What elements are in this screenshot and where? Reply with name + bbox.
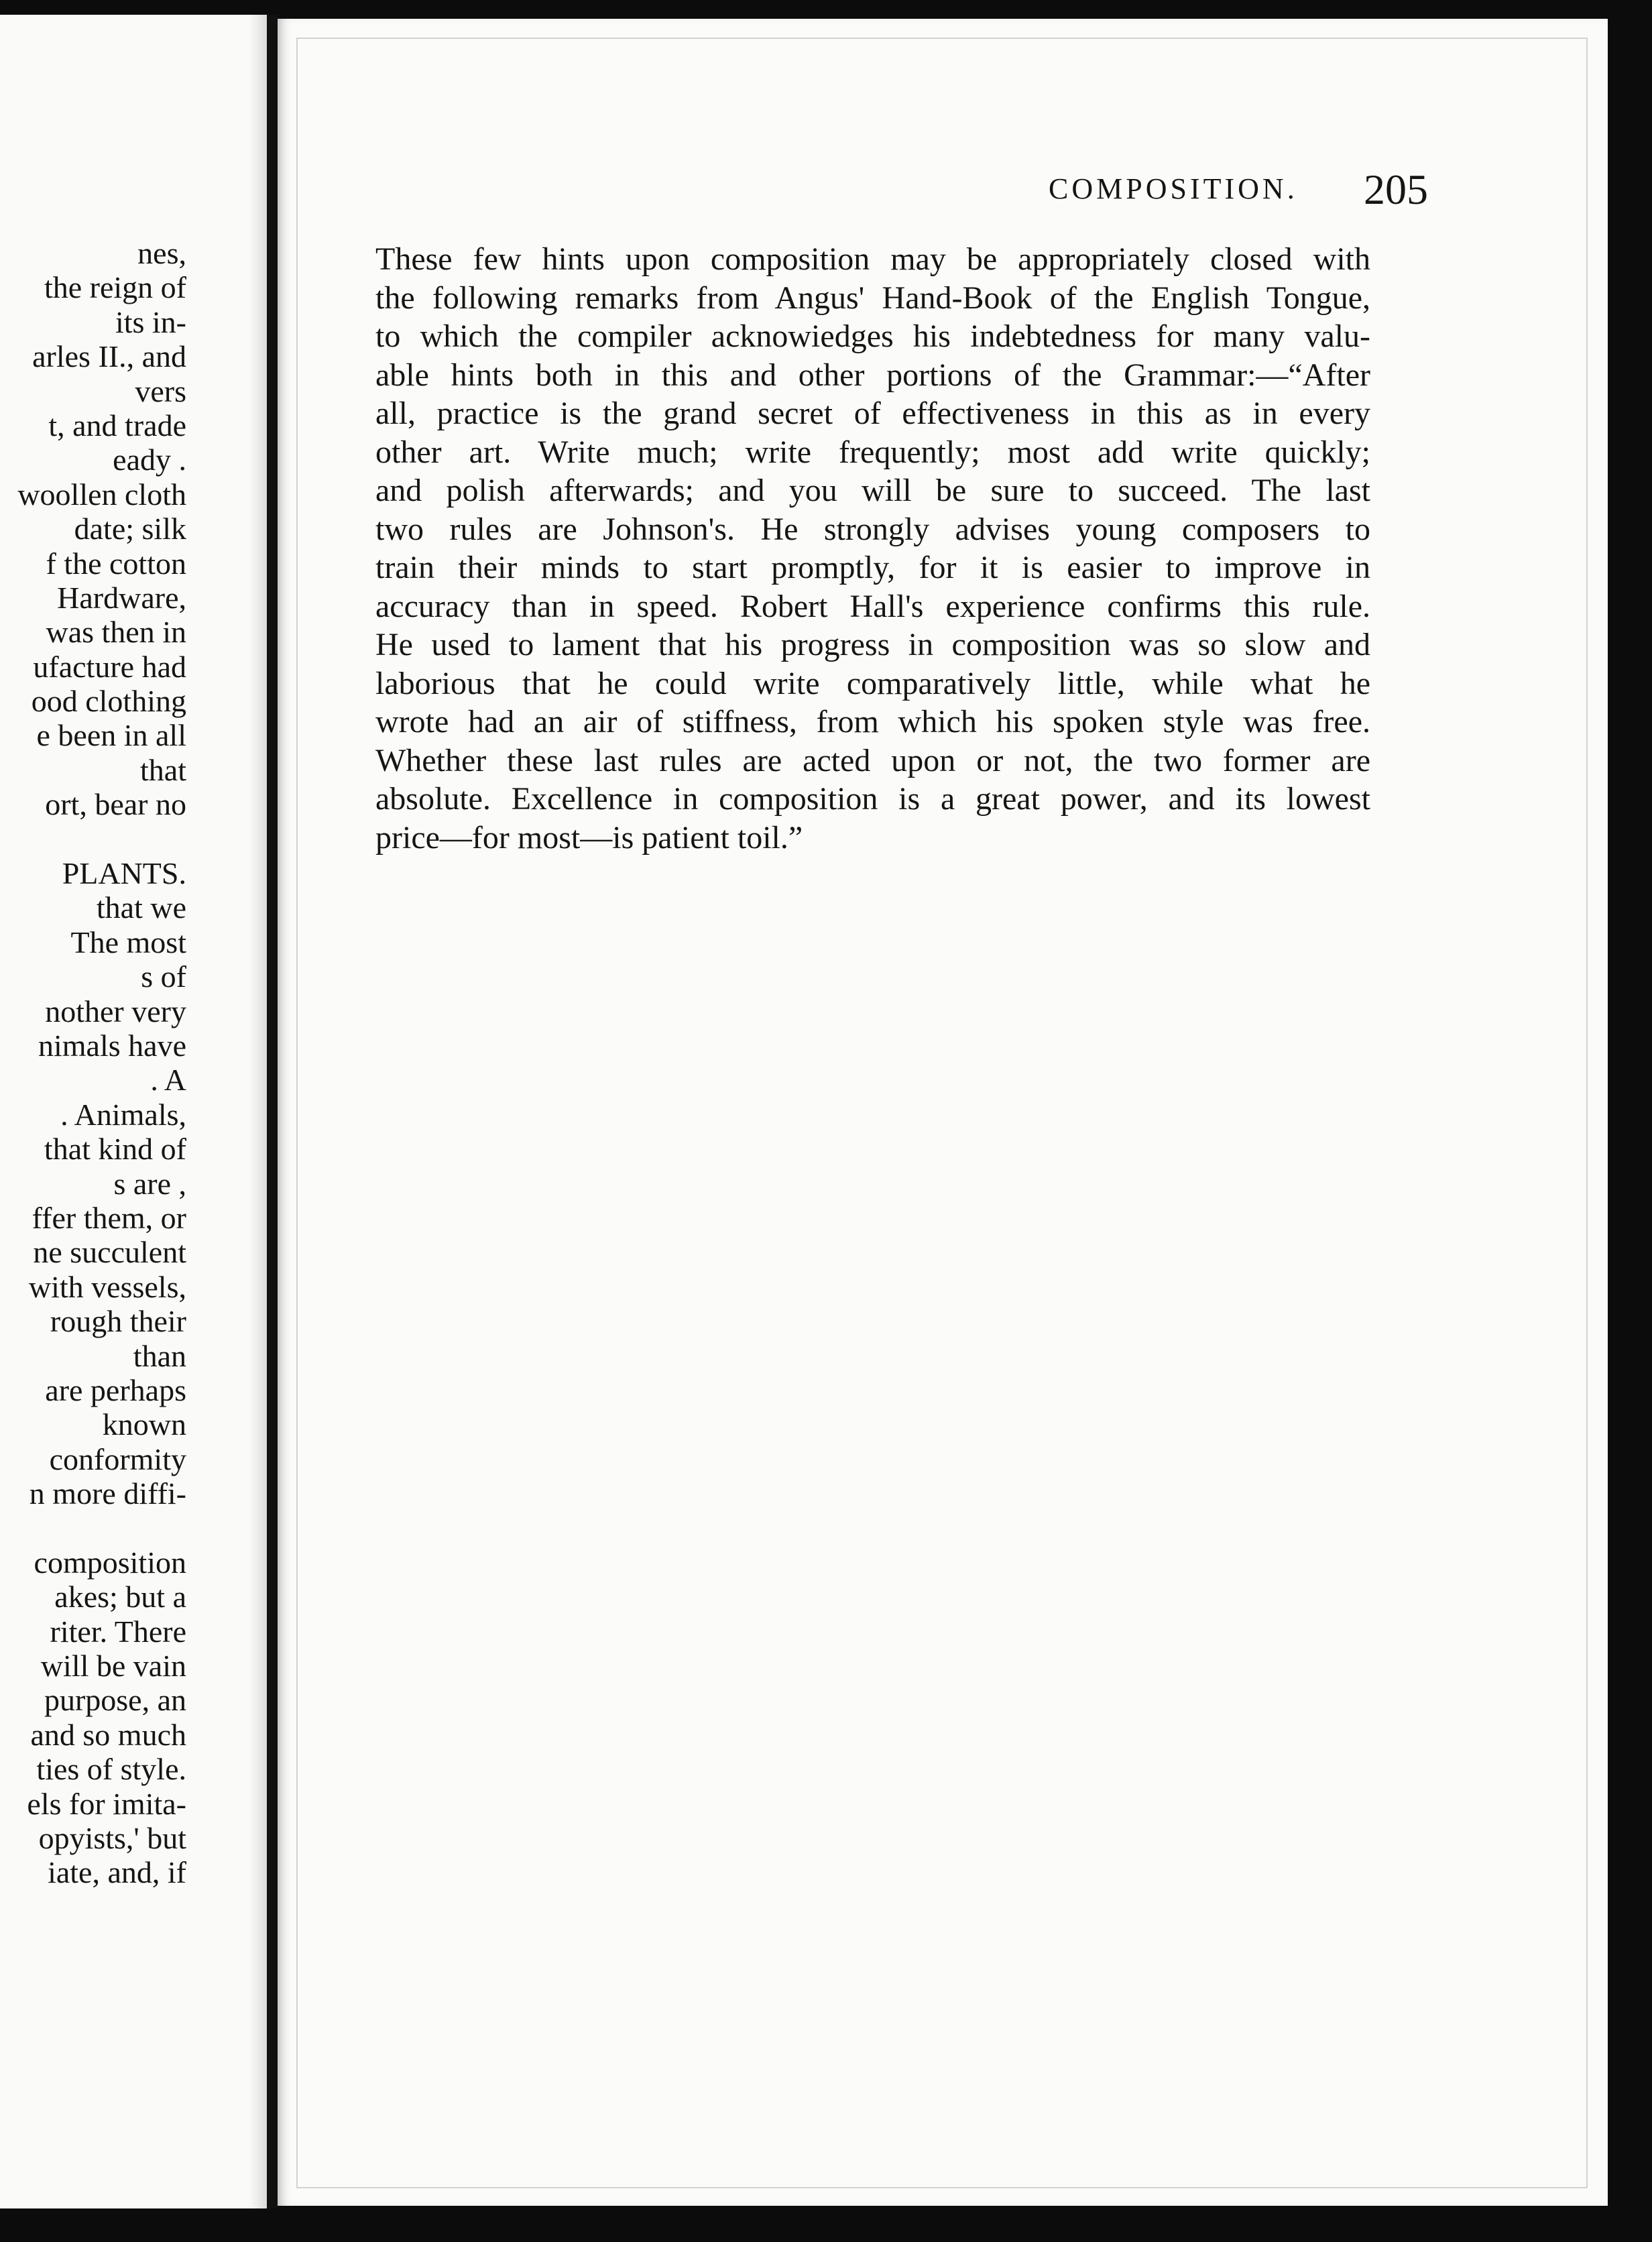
- left-page-line: els for imita-: [27, 1786, 186, 1821]
- left-page-line: date; silk: [74, 512, 186, 546]
- body-paragraph: [375, 240, 1370, 857]
- left-page-line: ood clothing: [31, 684, 186, 719]
- left-page-line: are perhaps: [45, 1372, 186, 1407]
- body-line: all, practice is the grand secret of effectiveness in this as in every: [375, 396, 1370, 431]
- body-line: absolute. Excellence in composition is a great power, and its lowest: [375, 781, 1370, 817]
- left-page: [0, 15, 267, 2208]
- body-line: the following remarks from Angus' Hand-Book of the English Tongue,: [375, 280, 1370, 316]
- running-head: COMPOSITION.: [1049, 172, 1298, 205]
- left-page-line: ort, bear no: [45, 787, 186, 822]
- left-page-line: composition: [34, 1545, 186, 1580]
- left-page-line: woollen cloth: [17, 477, 186, 512]
- left-page-line: s of: [141, 959, 186, 994]
- body-line: accuracy than in speed. Robert Hall's experience confirms this rule.: [375, 588, 1370, 624]
- left-page-line: f the cotton: [46, 546, 186, 581]
- left-page-line: Hardware,: [57, 580, 186, 615]
- left-page-line: rough their: [50, 1304, 186, 1339]
- left-page-line: purpose, an: [44, 1683, 186, 1718]
- body-line: wrote had an air of stiffness, from which his spoken style was free.: [375, 704, 1370, 740]
- left-page-line: The most: [70, 925, 186, 959]
- left-page-line: known: [102, 1407, 186, 1442]
- left-page-line: that we: [96, 890, 186, 925]
- left-page-line: arles II., and: [32, 339, 186, 374]
- left-page-line: will be vain: [40, 1649, 186, 1684]
- left-page-line: nimals have: [38, 1028, 186, 1063]
- left-page-line: t, and trade: [48, 408, 186, 442]
- left-page-line: e been in all: [36, 718, 186, 753]
- left-page-line: than: [133, 1338, 186, 1373]
- book-spine: [267, 15, 278, 2208]
- body-line: price—for most—is patient toil.”: [375, 819, 803, 856]
- body-line: train their minds to start promptly, for it is easier to improve in: [375, 550, 1370, 585]
- left-page-line: n more diffi-: [29, 1476, 186, 1511]
- body-line: laborious that he could write comparatively little, while what he: [375, 665, 1370, 701]
- body-line: able hints both in this and other portions of the Grammar:—“After: [375, 357, 1370, 393]
- left-page-line: ne succulent: [33, 1235, 186, 1270]
- page-number: 205: [1364, 166, 1428, 213]
- left-page-line: eady .: [113, 442, 186, 477]
- left-page-line: vers: [135, 373, 186, 408]
- left-page-line: ffer them, or: [32, 1200, 186, 1235]
- scan-edge: [1608, 19, 1652, 2206]
- left-page-line: ties of style.: [36, 1752, 186, 1787]
- left-page-text: [0, 236, 186, 1890]
- left-page-line: akes; but a: [54, 1580, 186, 1614]
- left-page-line: nes,: [137, 236, 186, 270]
- left-page-line: ufacture had: [33, 649, 186, 684]
- left-page-line: with vessels,: [28, 1269, 186, 1304]
- body-line: Whether these last rules are acted upon or not, the two former are: [375, 742, 1370, 778]
- left-page-line: . A: [150, 1063, 186, 1098]
- left-page-line: was then in: [46, 615, 186, 650]
- left-page-line: s are ,: [113, 1166, 186, 1201]
- left-page-line: that: [140, 752, 186, 787]
- left-page-line: [0, 822, 186, 856]
- left-page-line: [0, 1511, 186, 1545]
- left-page-line: that kind of: [44, 1132, 186, 1167]
- left-page-line: PLANTS.: [62, 856, 186, 891]
- left-page-line: its in-: [115, 304, 186, 339]
- left-page-line: the reign of: [44, 270, 186, 305]
- gutter-shadow: [249, 15, 267, 2208]
- right-page: [278, 19, 1608, 2206]
- body-line: These few hints upon composition may be appropriately closed with: [375, 241, 1370, 277]
- body-line: and polish afterwards; and you will be sure to succeed. The last: [375, 473, 1370, 508]
- left-page-line: riter. There: [50, 1614, 186, 1649]
- body-line: two rules are Johnson's. He strongly advises young composers to: [375, 511, 1370, 547]
- left-page-line: nother very: [45, 994, 186, 1028]
- body-line: to which the compiler acknowiedges his indebtedness for many valu-: [375, 318, 1370, 354]
- left-page-line: iate, and, if: [48, 1855, 186, 1890]
- left-page-line: . Animals,: [60, 1097, 186, 1132]
- left-page-line: opyists,' but: [38, 1820, 186, 1855]
- body-line: He used to lament that his progress in composition was so slow and: [375, 627, 1370, 662]
- left-page-line: and so much: [30, 1717, 186, 1752]
- body-line: other art. Write much; write frequently; most add write quickly;: [375, 434, 1370, 470]
- left-page-line: conformity: [49, 1441, 186, 1476]
